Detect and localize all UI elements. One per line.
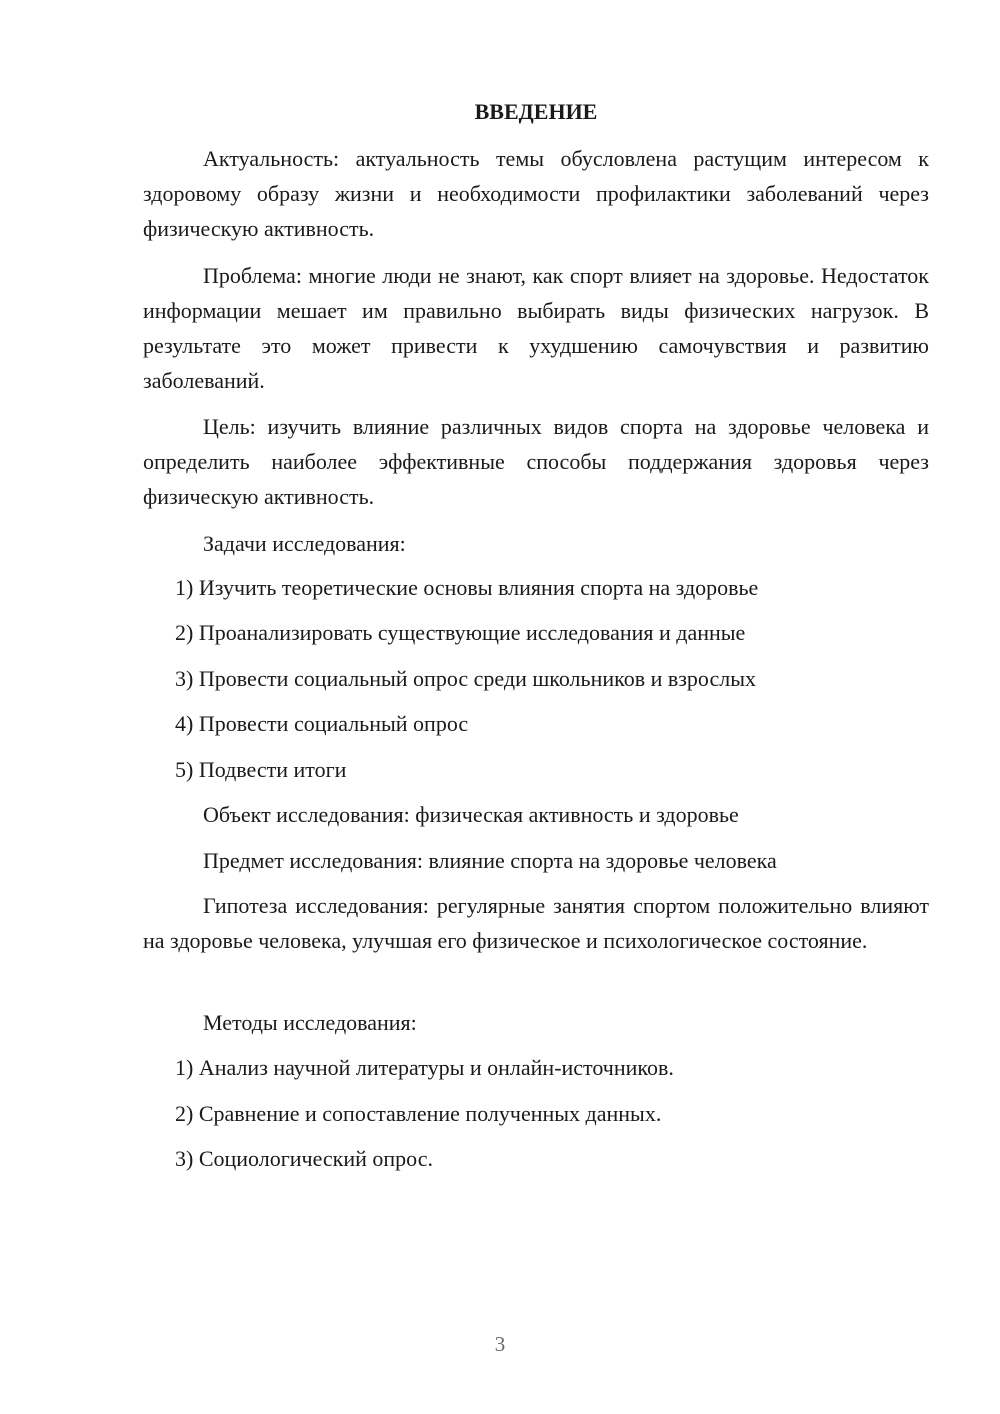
methods-heading: Методы исследования:: [203, 1010, 417, 1035]
task-item: 2) Проанализировать существующие исследования и данные: [175, 620, 746, 645]
section-title: ВВЕДЕНИЕ: [474, 99, 598, 124]
relevance-paragraph: Актуальность: актуальность темы обусловлена растущим интересом к здоровому образу жизни и необходимости профилактики заболеваний через физическую активность.: [143, 146, 929, 241]
task-item: 5) Подвести итоги: [175, 757, 347, 782]
tasks-heading: Задачи исследования:: [203, 531, 406, 556]
task-item: 3) Провести социальный опрос среди школьников и взрослых: [175, 666, 757, 691]
task-item: 4) Провести социальный опрос: [175, 711, 469, 736]
method-item: 2) Сравнение и сопоставление полученных данных.: [175, 1101, 662, 1126]
problem-paragraph: Проблема: многие люди не знают, как спорт влияет на здоровье. Недостаток информации мешает им правильно выбирать виды физических нагрузок. В результате это может привести к ухудшению самочувствия и развитию заболеваний.: [143, 263, 929, 393]
task-item: 1) Изучить теоретические основы влияния спорта на здоровье: [175, 575, 759, 600]
method-item: 1) Анализ научной литературы и онлайн-источников.: [175, 1055, 674, 1080]
method-item: 3) Социологический опрос.: [175, 1146, 433, 1171]
object-line: Объект исследования: физическая активность и здоровье: [203, 802, 739, 827]
subject-line: Предмет исследования: влияние спорта на здоровье человека: [203, 848, 777, 873]
hypothesis-paragraph: Гипотеза исследования: регулярные занятия спортом положительно влияют на здоровье человека, улучшая его физическое и психологическое состояние.: [143, 893, 929, 953]
goal-paragraph: Цель: изучить влияние различных видов спорта на здоровье человека и определить наиболее эффективные способы поддержания здоровья через физическую активность.: [143, 414, 929, 509]
page-number: 3: [494, 1332, 506, 1356]
